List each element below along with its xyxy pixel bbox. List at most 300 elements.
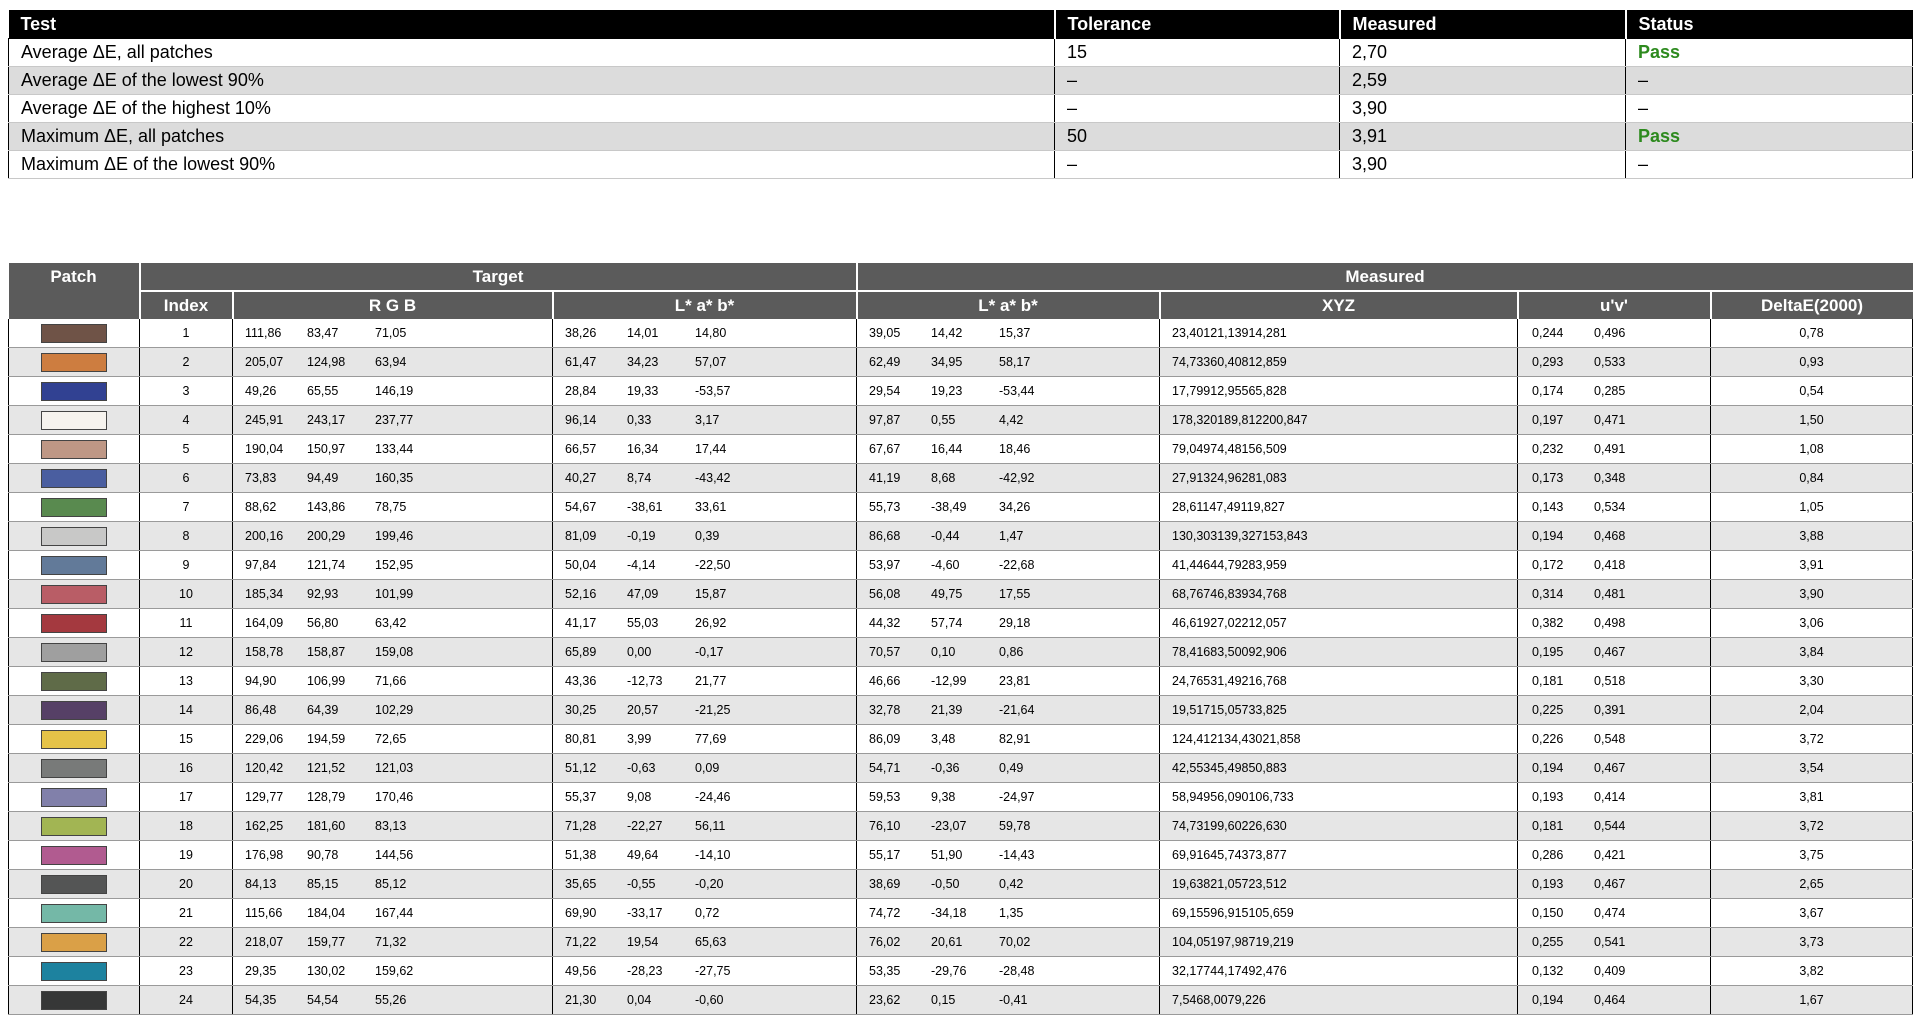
target-rgb-value: 130,02 [307, 964, 346, 978]
target-rgb [233, 783, 553, 812]
target-rgb [233, 928, 553, 957]
header-index: Index [140, 291, 233, 319]
patch-row [9, 348, 1913, 377]
delta-e-value: 3,82 [1711, 957, 1913, 986]
summary-status-cell: – [1626, 151, 1913, 179]
patch-row [9, 783, 1913, 812]
summary-row [9, 39, 1913, 67]
patch-index: 19 [140, 841, 233, 870]
measured-lab-value: -21,64 [999, 703, 1035, 717]
target-lab [553, 522, 857, 551]
measured-xyz [1160, 377, 1518, 406]
target-rgb-value: 63,94 [375, 355, 407, 369]
target-lab-value: -22,27 [627, 819, 663, 833]
target-rgb-value: 115,66 [245, 906, 283, 920]
target-rgb-value: 54,54 [307, 993, 339, 1007]
target-rgb-value: 245,91 [245, 413, 284, 427]
target-lab-value: 49,64 [627, 848, 659, 862]
measured-uv-value: 0,496 [1594, 326, 1626, 340]
measured-lab-value: 55,73 [869, 500, 901, 514]
target-lab [553, 957, 857, 986]
summary-test-cell: Average ΔE, all patches [9, 39, 1055, 67]
measured-lab-value: -4,60 [931, 558, 960, 572]
patch-index: 8 [140, 522, 233, 551]
patch-swatch-cell [9, 609, 140, 638]
summary-measured-cell: 2,59 [1340, 67, 1626, 95]
target-lab-value: 54,67 [565, 500, 597, 514]
target-lab-value: 51,38 [565, 848, 597, 862]
measured-uv-value: 0,533 [1594, 355, 1626, 369]
target-rgb-value: 88,62 [245, 500, 277, 514]
measured-uv-value: 0,174 [1532, 384, 1564, 398]
target-rgb-value: 159,77 [307, 935, 346, 949]
measured-xyz-value: 60,408 [1210, 355, 1249, 369]
target-rgb [233, 754, 553, 783]
measured-xyz-value: 12,057 [1248, 616, 1287, 630]
summary-status-cell: Pass [1626, 123, 1913, 151]
measured-lab-value: 17,55 [999, 587, 1031, 601]
summary-row [9, 67, 1913, 95]
measured-lab [857, 377, 1160, 406]
measured-lab-value: 15,37 [999, 326, 1031, 340]
target-rgb-value: 129,77 [245, 790, 284, 804]
target-rgb-value: 56,80 [307, 616, 339, 630]
target-rgb-value: 159,08 [375, 645, 414, 659]
measured-lab [857, 783, 1160, 812]
measured-xyz-value: 74,481 [1210, 442, 1249, 456]
measured-lab-value: 46,66 [869, 674, 901, 688]
measured-lab [857, 638, 1160, 667]
measured-xyz [1160, 580, 1518, 609]
target-lab-value: 69,90 [565, 906, 597, 920]
measured-xyz-value: 15,057 [1210, 703, 1249, 717]
measured-uv-value: 0,467 [1594, 761, 1626, 775]
target-lab-value: 50,04 [565, 558, 597, 572]
target-rgb-value: 90,78 [307, 848, 339, 862]
patch-row [9, 899, 1913, 928]
target-lab [553, 319, 857, 348]
target-rgb-value: 190,04 [245, 442, 284, 456]
measured-lab-value: 34,95 [931, 355, 963, 369]
target-rgb-value: 121,52 [307, 761, 346, 775]
color-swatch [41, 411, 107, 430]
target-rgb [233, 986, 553, 1015]
measured-uv-value: 0,181 [1532, 819, 1564, 833]
target-lab [553, 667, 857, 696]
measured-lab-value: -0,44 [931, 529, 960, 543]
measured-uv-value: 0,414 [1594, 790, 1626, 804]
target-rgb-value: 181,60 [307, 819, 346, 833]
target-rgb-value: 84,13 [245, 877, 277, 891]
target-lab [553, 870, 857, 899]
measured-uv-value: 0,173 [1532, 471, 1564, 485]
patch-row [9, 377, 1913, 406]
target-rgb-value: 121,03 [375, 761, 414, 775]
measured-lab-value: 62,49 [869, 355, 901, 369]
patch-index: 6 [140, 464, 233, 493]
target-rgb-value: 72,65 [375, 732, 407, 746]
target-rgb-value: 160,35 [375, 471, 414, 485]
measured-uv [1518, 609, 1711, 638]
color-swatch [41, 672, 107, 691]
measured-uv-value: 0,132 [1532, 964, 1564, 978]
measured-lab [857, 435, 1160, 464]
measured-xyz-value: 99,602 [1210, 819, 1249, 833]
target-lab [553, 696, 857, 725]
patch-swatch-cell [9, 899, 140, 928]
measured-xyz-value: 97,987 [1217, 935, 1256, 949]
measured-uv-value: 0,244 [1532, 326, 1564, 340]
color-swatch [41, 730, 107, 749]
measured-xyz-value: 7,546 [1172, 993, 1204, 1007]
measured-uv [1518, 957, 1711, 986]
target-rgb-value: 205,07 [245, 355, 284, 369]
patch-swatch-cell [9, 464, 140, 493]
delta-e-value: 3,73 [1711, 928, 1913, 957]
target-lab [553, 841, 857, 870]
measured-uv [1518, 667, 1711, 696]
measured-xyz-value: 19,219 [1255, 935, 1294, 949]
target-lab-value: 0,09 [695, 761, 720, 775]
measured-uv [1518, 899, 1711, 928]
measured-lab-value: 86,68 [869, 529, 901, 543]
patch-row [9, 725, 1913, 754]
color-swatch [41, 788, 107, 807]
target-lab-value: 51,12 [565, 761, 597, 775]
measured-lab-value: 23,62 [869, 993, 901, 1007]
target-rgb-value: 71,66 [375, 674, 407, 688]
target-lab-value: 81,09 [565, 529, 597, 543]
measured-lab [857, 899, 1160, 928]
patch-index: 5 [140, 435, 233, 464]
target-rgb-value: 111,86 [245, 326, 282, 340]
delta-e-value: 3,06 [1711, 609, 1913, 638]
target-lab-value: 65,89 [565, 645, 597, 659]
summary-measured-cell: 3,91 [1340, 123, 1626, 151]
target-rgb-value: 194,59 [307, 732, 346, 746]
target-lab-value: 71,28 [565, 819, 597, 833]
target-lab-value: -0,60 [695, 993, 724, 1007]
measured-xyz [1160, 870, 1518, 899]
patch-index: 18 [140, 812, 233, 841]
delta-e-value: 3,88 [1711, 522, 1913, 551]
measured-xyz-value: 21,139 [1210, 326, 1249, 340]
measured-uv [1518, 522, 1711, 551]
measured-lab-value: -53,44 [999, 384, 1035, 398]
measured-xyz-value: 12,955 [1210, 384, 1249, 398]
summary-test-cell: Average ΔE of the lowest 90% [9, 67, 1055, 95]
patch-index: 9 [140, 551, 233, 580]
measured-lab-value: 0,55 [931, 413, 956, 427]
measured-lab-value: 74,72 [869, 906, 901, 920]
delta-e-value: 0,93 [1711, 348, 1913, 377]
measured-xyz-value: 153,843 [1262, 529, 1308, 543]
measured-uv [1518, 580, 1711, 609]
measured-xyz-value: 92,476 [1248, 964, 1287, 978]
measured-lab-value: 56,08 [869, 587, 901, 601]
target-lab-value: 14,01 [627, 326, 659, 340]
measured-xyz-value: 69,916 [1172, 848, 1211, 862]
measured-lab-value: 0,10 [931, 645, 956, 659]
measured-xyz-value: 81,083 [1248, 471, 1287, 485]
color-swatch [41, 527, 107, 546]
measured-xyz-value: 92,906 [1248, 645, 1287, 659]
measured-uv-value: 0,193 [1532, 877, 1564, 891]
measured-lab-value: -29,76 [931, 964, 967, 978]
target-lab-value: -27,75 [695, 964, 731, 978]
target-rgb-value: 164,09 [245, 616, 284, 630]
measured-lab [857, 841, 1160, 870]
patch-index: 24 [140, 986, 233, 1015]
target-rgb-value: 133,44 [375, 442, 414, 456]
patch-row [9, 928, 1913, 957]
measured-lab-value: 53,35 [869, 964, 901, 978]
measured-uv-value: 0,467 [1594, 877, 1626, 891]
summary-tolerance-cell: 50 [1055, 123, 1340, 151]
measured-lab-value: -0,50 [931, 877, 960, 891]
target-lab-value: 20,57 [627, 703, 659, 717]
target-lab [553, 812, 857, 841]
measured-uv-value: 0,193 [1532, 790, 1564, 804]
target-lab-value: 43,36 [565, 674, 597, 688]
measured-uv-value: 0,172 [1532, 558, 1564, 572]
target-rgb-value: 124,98 [307, 355, 346, 369]
target-rgb-value: 65,55 [307, 384, 339, 398]
target-lab [553, 348, 857, 377]
measured-lab-value: 51,90 [931, 848, 963, 862]
measured-xyz-value: 178,320 [1172, 413, 1218, 427]
measured-xyz-value: 69,155 [1172, 906, 1211, 920]
measured-lab-value: 44,32 [869, 616, 901, 630]
target-rgb-value: 162,25 [245, 819, 284, 833]
patch-swatch-cell [9, 319, 140, 348]
measured-lab-value: 39,05 [869, 326, 901, 340]
target-rgb-value: 63,42 [375, 616, 407, 630]
measured-lab-value: 55,17 [869, 848, 901, 862]
measured-xyz-value: 45,498 [1210, 761, 1249, 775]
measured-xyz-value: 83,500 [1210, 645, 1249, 659]
target-rgb-value: 29,35 [245, 964, 277, 978]
measured-xyz-value: 104,051 [1172, 935, 1218, 949]
measured-lab-value: 97,87 [869, 413, 901, 427]
measured-xyz [1160, 696, 1518, 725]
color-swatch [41, 759, 107, 778]
color-swatch [41, 701, 107, 720]
measured-lab [857, 493, 1160, 522]
target-lab-value: 15,87 [695, 587, 727, 601]
patch-row [9, 870, 1913, 899]
target-rgb-value: 120,42 [245, 761, 284, 775]
measured-xyz-value: 12,859 [1248, 355, 1287, 369]
target-lab-value: 0,39 [695, 529, 720, 543]
measured-lab-value: 70,57 [869, 645, 901, 659]
measured-lab-value: 57,74 [931, 616, 963, 630]
target-rgb-value: 200,16 [245, 529, 284, 543]
measured-uv [1518, 435, 1711, 464]
target-rgb-value: 143,86 [307, 500, 346, 514]
patch-row [9, 551, 1913, 580]
target-lab-value: -0,20 [695, 877, 724, 891]
target-lab-value: -0,19 [627, 529, 656, 543]
delta-e-value: 3,91 [1711, 551, 1913, 580]
measured-uv-value: 0,255 [1532, 935, 1564, 949]
measured-uv-value: 0,518 [1594, 674, 1626, 688]
measured-xyz-value: 8,007 [1203, 993, 1235, 1007]
measured-xyz [1160, 348, 1518, 377]
measured-lab-value: 20,61 [931, 935, 963, 949]
target-lab-value: -0,63 [627, 761, 656, 775]
target-rgb [233, 319, 553, 348]
patch-index: 12 [140, 638, 233, 667]
measured-xyz [1160, 609, 1518, 638]
measured-lab-value: -42,92 [999, 471, 1035, 485]
target-rgb-value: 243,17 [307, 413, 346, 427]
measured-xyz-value: 34,768 [1248, 587, 1287, 601]
measured-lab-value: 29,18 [999, 616, 1031, 630]
patch-index: 22 [140, 928, 233, 957]
measured-uv [1518, 870, 1711, 899]
summary-header-row [9, 10, 1913, 39]
measured-xyz-value: 200,847 [1262, 413, 1308, 427]
measured-lab-value: 1,35 [999, 906, 1024, 920]
target-lab-value: -43,42 [695, 471, 731, 485]
measured-uv-value: 0,194 [1532, 529, 1564, 543]
target-lab-value: -14,10 [695, 848, 731, 862]
measured-lab-value: 34,26 [999, 500, 1031, 514]
measured-xyz [1160, 725, 1518, 754]
target-rgb-value: 167,44 [375, 906, 414, 920]
target-lab-value: 77,69 [695, 732, 727, 746]
target-lab-value: -12,73 [627, 674, 663, 688]
delta-e-value: 0,84 [1711, 464, 1913, 493]
patch-index: 16 [140, 754, 233, 783]
measured-lab-value: 53,97 [869, 558, 901, 572]
patch-swatch-cell [9, 986, 140, 1015]
summary-measured-cell: 2,70 [1340, 39, 1626, 67]
measured-uv [1518, 638, 1711, 667]
target-lab [553, 435, 857, 464]
target-rgb-value: 170,46 [375, 790, 414, 804]
summary-test-cell: Maximum ΔE, all patches [9, 123, 1055, 151]
target-lab-value: 56,11 [695, 819, 726, 833]
measured-uv [1518, 783, 1711, 812]
measured-lab [857, 957, 1160, 986]
measured-xyz-value: 16,768 [1248, 674, 1287, 688]
measured-xyz-value: 27,913 [1172, 471, 1211, 485]
measured-xyz-value: 44,792 [1210, 558, 1249, 572]
measured-lab-value: 76,02 [869, 935, 901, 949]
measured-uv-value: 0,232 [1532, 442, 1564, 456]
patch-row [9, 841, 1913, 870]
target-lab-value: 19,33 [627, 384, 659, 398]
target-rgb-value: 159,62 [375, 964, 414, 978]
target-lab-value: 0,04 [627, 993, 652, 1007]
target-rgb-value: 73,83 [245, 471, 277, 485]
measured-xyz-value: 32,177 [1172, 964, 1211, 978]
target-rgb-value: 229,06 [245, 732, 284, 746]
measured-lab-value: 19,23 [931, 384, 963, 398]
target-rgb [233, 435, 553, 464]
measured-xyz-value: 44,174 [1210, 964, 1249, 978]
target-lab-value: 0,72 [695, 906, 720, 920]
measured-lab [857, 551, 1160, 580]
measured-uv-value: 0,286 [1532, 848, 1564, 862]
color-swatch [41, 324, 107, 343]
measured-xyz-value: 33,825 [1248, 703, 1287, 717]
target-rgb-value: 184,04 [307, 906, 346, 920]
target-lab-value: 38,26 [565, 326, 597, 340]
target-lab-value: 9,08 [627, 790, 652, 804]
measured-uv-value: 0,541 [1594, 935, 1626, 949]
patch-swatch-cell [9, 841, 140, 870]
measured-xyz-value: 130,303 [1172, 529, 1218, 543]
patch-row [9, 957, 1913, 986]
target-rgb [233, 580, 553, 609]
target-lab-value: 16,34 [627, 442, 659, 456]
header-patch-swatch [9, 291, 140, 319]
patch-swatch-cell [9, 667, 140, 696]
measured-uv [1518, 812, 1711, 841]
measured-lab [857, 754, 1160, 783]
patch-swatch-cell [9, 754, 140, 783]
measured-xyz-value: 58,949 [1172, 790, 1211, 804]
target-rgb-value: 152,95 [375, 558, 414, 572]
patch-index: 10 [140, 580, 233, 609]
measured-xyz-value: 14,281 [1248, 326, 1287, 340]
color-swatch [41, 382, 107, 401]
patch-swatch-cell [9, 348, 140, 377]
measured-uv [1518, 725, 1711, 754]
measured-uv [1518, 928, 1711, 957]
measured-xyz-value: 56,509 [1248, 442, 1287, 456]
target-rgb-value: 71,32 [375, 935, 407, 949]
delta-e-value: 3,81 [1711, 783, 1913, 812]
color-swatch [41, 904, 107, 923]
patch-swatch-cell [9, 435, 140, 464]
measured-xyz-value: 21,057 [1210, 877, 1249, 891]
patch-swatch-cell [9, 580, 140, 609]
measured-uv-value: 0,467 [1594, 645, 1626, 659]
measured-xyz [1160, 957, 1518, 986]
patch-index: 7 [140, 493, 233, 522]
measured-uv [1518, 551, 1711, 580]
target-rgb-value: 237,77 [375, 413, 414, 427]
target-rgb-value: 144,56 [375, 848, 414, 862]
measured-lab-value: -14,43 [999, 848, 1035, 862]
delta-e-value: 1,08 [1711, 435, 1913, 464]
measured-lab-value: 41,19 [869, 471, 901, 485]
patch-swatch-cell [9, 812, 140, 841]
measured-xyz-value: 56,090 [1210, 790, 1249, 804]
measured-lab-value: -22,68 [999, 558, 1035, 572]
target-lab-value: 71,22 [565, 935, 597, 949]
measured-lab-value: 1,47 [999, 529, 1024, 543]
measured-xyz-value: 46,619 [1172, 616, 1211, 630]
target-rgb-value: 102,29 [375, 703, 414, 717]
measured-lab-value: 49,75 [931, 587, 963, 601]
target-lab-value: -33,17 [627, 906, 663, 920]
measured-lab-value: 8,68 [931, 471, 956, 485]
target-rgb-value: 97,84 [245, 558, 277, 572]
measured-lab-value: 9,38 [931, 790, 956, 804]
measured-xyz-value: 139,327 [1217, 529, 1263, 543]
target-rgb-value: 86,48 [245, 703, 277, 717]
target-lab [553, 638, 857, 667]
target-lab-value: 3,99 [627, 732, 652, 746]
target-rgb-value: 92,93 [307, 587, 339, 601]
measured-lab [857, 609, 1160, 638]
summary-tolerance-cell: – [1055, 151, 1340, 179]
